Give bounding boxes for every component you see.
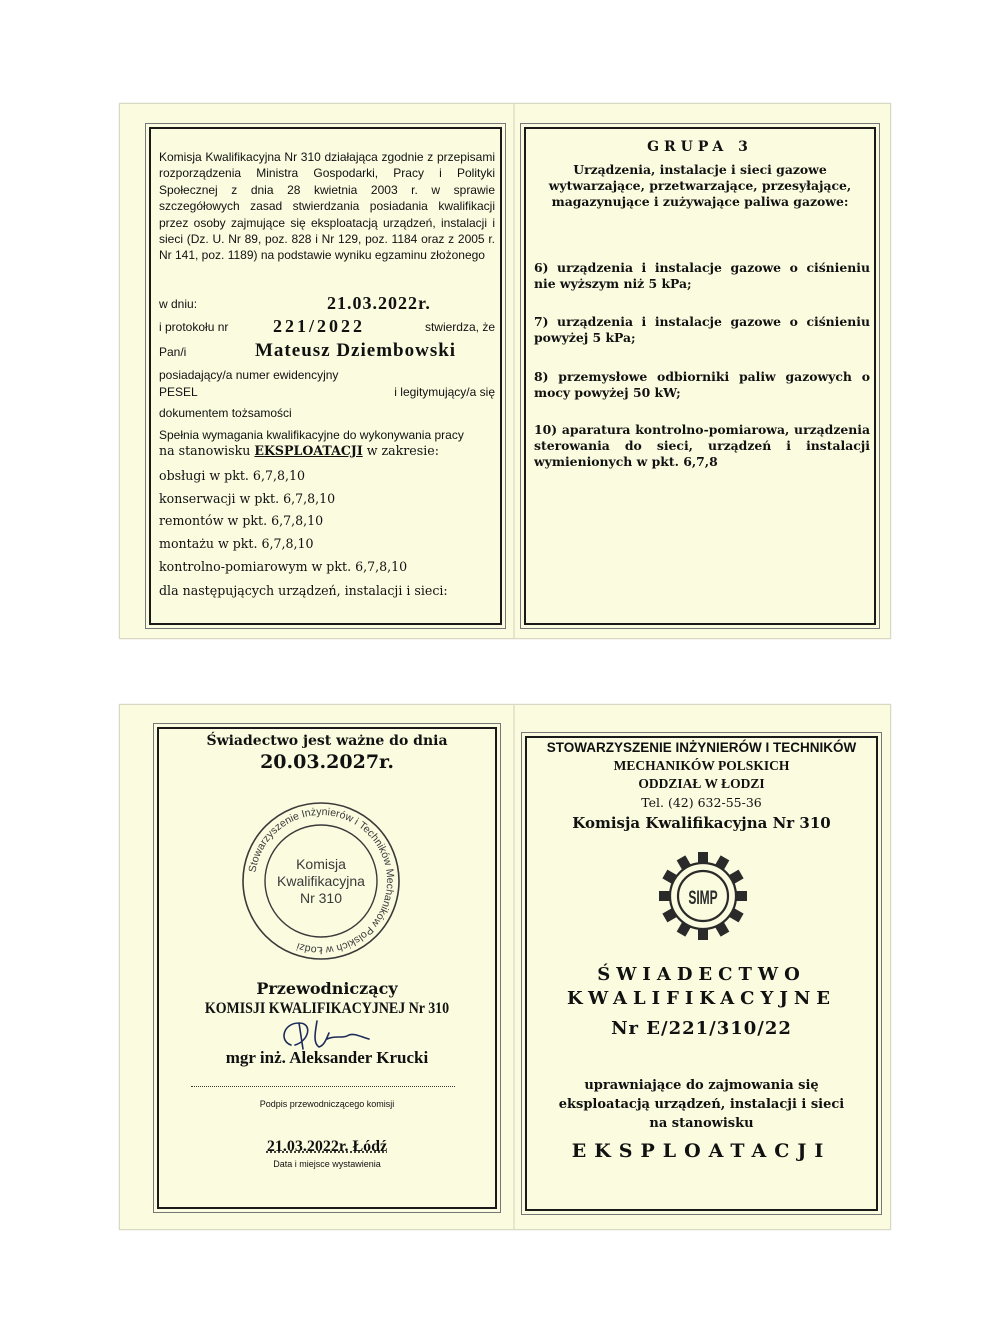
group-item: 6) urządzenia i instalacje gazowe o ciśnieniu nie wyższym niż 5 kPa; xyxy=(534,260,870,291)
validity-label: Świadectwo jest ważne do dnia xyxy=(206,733,448,749)
protocol-row xyxy=(159,316,495,338)
requirements-text: Spełnia wymagania kwalifikacyjne do wykonywania pracy xyxy=(159,428,464,442)
group-item: 8) przemysłowe odbiorniki paliw gazowych o mocy powyżej 50 kW; xyxy=(534,369,870,400)
simp-logo-text: SIMP xyxy=(688,886,718,909)
certificate-cover-card xyxy=(119,704,891,1230)
group-item: 7) urządzenia i instalacje gazowe o ciśnieniu powyżej 5 kPa; xyxy=(534,314,870,345)
holder-row xyxy=(159,340,495,364)
certificate-number: Nr E/221/310/22 xyxy=(611,1018,792,1039)
place-date: 21.03.2022r. Łódź xyxy=(266,1138,388,1155)
exam-date: 21.03.2022r. xyxy=(327,293,431,313)
committee-name: Komisja Kwalifikacyjna Nr 310 xyxy=(572,814,831,832)
scope-footer: dla następujących urządzeń, instalacji i sieci: xyxy=(159,583,448,598)
protocol-suffix: stwierdza, że xyxy=(424,320,495,334)
holder-name: Mateusz Dziembowski xyxy=(255,340,457,361)
exam-date-label: w dniu: xyxy=(159,297,198,311)
protocol-number: 221/2022 xyxy=(273,316,366,336)
simp-logo-icon xyxy=(657,850,749,942)
certificate-title-1: ŚWIADECTWO xyxy=(597,964,806,985)
identity-label: i legitymujący/a się xyxy=(394,385,495,399)
scope-item: remontów w pkt. 6,7,8,10 xyxy=(159,513,324,528)
stamp-line-3: Nr 310 xyxy=(299,890,343,906)
pesel-label: PESEL xyxy=(159,385,198,399)
group-description: Urządzenia, instalacje i sieci gazowe wytwarzające, przetwarzające, przesyłające, magazynujące i zużywające paliwa gazowe: xyxy=(548,162,852,209)
org-branch: ODDZIAŁ W ŁODZI xyxy=(638,776,765,791)
holder-label: Pan/i xyxy=(159,345,187,359)
group-item: 10) aparatura kontrolno-pomiarowa, urządzenia sterowania do sieci, urządzeń i instalacji wymienionych w pkt. 6,7,8 xyxy=(534,422,870,469)
chair-committee: KOMISJI KWALIFIKACYJNEJ Nr 310 xyxy=(204,1000,450,1017)
stamp-line-2: Kwalifikacyjna xyxy=(277,873,365,889)
certificate-position: EKSPLOATACJI xyxy=(571,1140,832,1162)
position-prefix: na stanowisku xyxy=(159,443,255,458)
validity-signature-panel xyxy=(157,727,497,1209)
protocol-label: i protokołu nr xyxy=(159,320,229,334)
validity-date: 20.03.2027r. xyxy=(260,751,394,773)
position-line xyxy=(159,443,495,459)
pesel-row xyxy=(159,385,495,403)
position-name: EKSPLOATACJI xyxy=(254,443,363,458)
stamp-ring-text: Stowarzyszenie Inżynierów i Techników Mechaników Polskich w Łodzi xyxy=(246,805,397,957)
chair-title: Przewodniczący xyxy=(256,979,398,998)
scope-item: obsługi w pkt. 6,7,8,10 xyxy=(159,468,306,483)
card-fold xyxy=(513,705,515,1229)
identity-document-label: dokumentem tożsamości xyxy=(159,406,292,420)
qualification-statement-panel xyxy=(149,127,502,625)
scope-item: montażu w pkt. 6,7,8,10 xyxy=(159,536,314,551)
certificate-title-2: KWALIFIKACYJNE xyxy=(566,988,837,1009)
signature-caption: Podpis przewodniczącego komisji xyxy=(259,1099,395,1109)
group-title: GRUPA 3 xyxy=(647,139,753,155)
committee-stamp xyxy=(239,799,403,963)
chair-name: mgr inż. Aleksander Krucki xyxy=(225,1048,429,1067)
place-date-caption: Data i miejsce wystawienia xyxy=(273,1159,381,1169)
stamp-line-1: Komisja xyxy=(296,856,346,872)
certificate-inner-card xyxy=(119,103,891,639)
position-suffix: w zakresie: xyxy=(362,443,439,458)
id-number-label: posiadający/a numer ewidencyjny xyxy=(159,368,339,382)
scope-item: kontrolno-pomiarowym w pkt. 6,7,8,10 xyxy=(159,559,408,574)
intro-text: Komisja Kwalifikacyjna Nr 310 działająca zgodnie z przepisami rozporządzenia Ministra Gospodarki, Pracy i Polityki Społecznej z dnia 28 kwietnia 2003 r. w sprawie szczegółowych zasad stwierdzania posiadania kwalifikacji przez osoby zajmujące się eksploatacją urządzeń, instalacji i sieci (Dz. U. Nr 89, poz. 828 i Nr 129, poz. 1184 oraz z 2005 r. Nr 141, poz. 1189) na podstawie wyniku egzaminu złożonego xyxy=(159,150,495,263)
certificate-title-panel xyxy=(525,736,878,1211)
org-name-2: MECHANIKÓW POLSKICH xyxy=(613,758,790,773)
org-name-1: STOWARZYSZENIE INŻYNIERÓW I TECHNIKÓW xyxy=(546,740,857,755)
equipment-group-panel xyxy=(524,127,876,625)
scope-item: konserwacji w pkt. 6,7,8,10 xyxy=(159,491,336,506)
exam-date-row xyxy=(159,293,495,315)
certificate-description: uprawniające do zajmowania się eksploatacją urządzeń, instalacji i sieci na stanowisku xyxy=(558,1078,845,1131)
card-fold xyxy=(513,104,515,638)
org-phone: Tel. (42) 632-55-36 xyxy=(641,795,762,810)
signature-line xyxy=(191,1086,455,1087)
